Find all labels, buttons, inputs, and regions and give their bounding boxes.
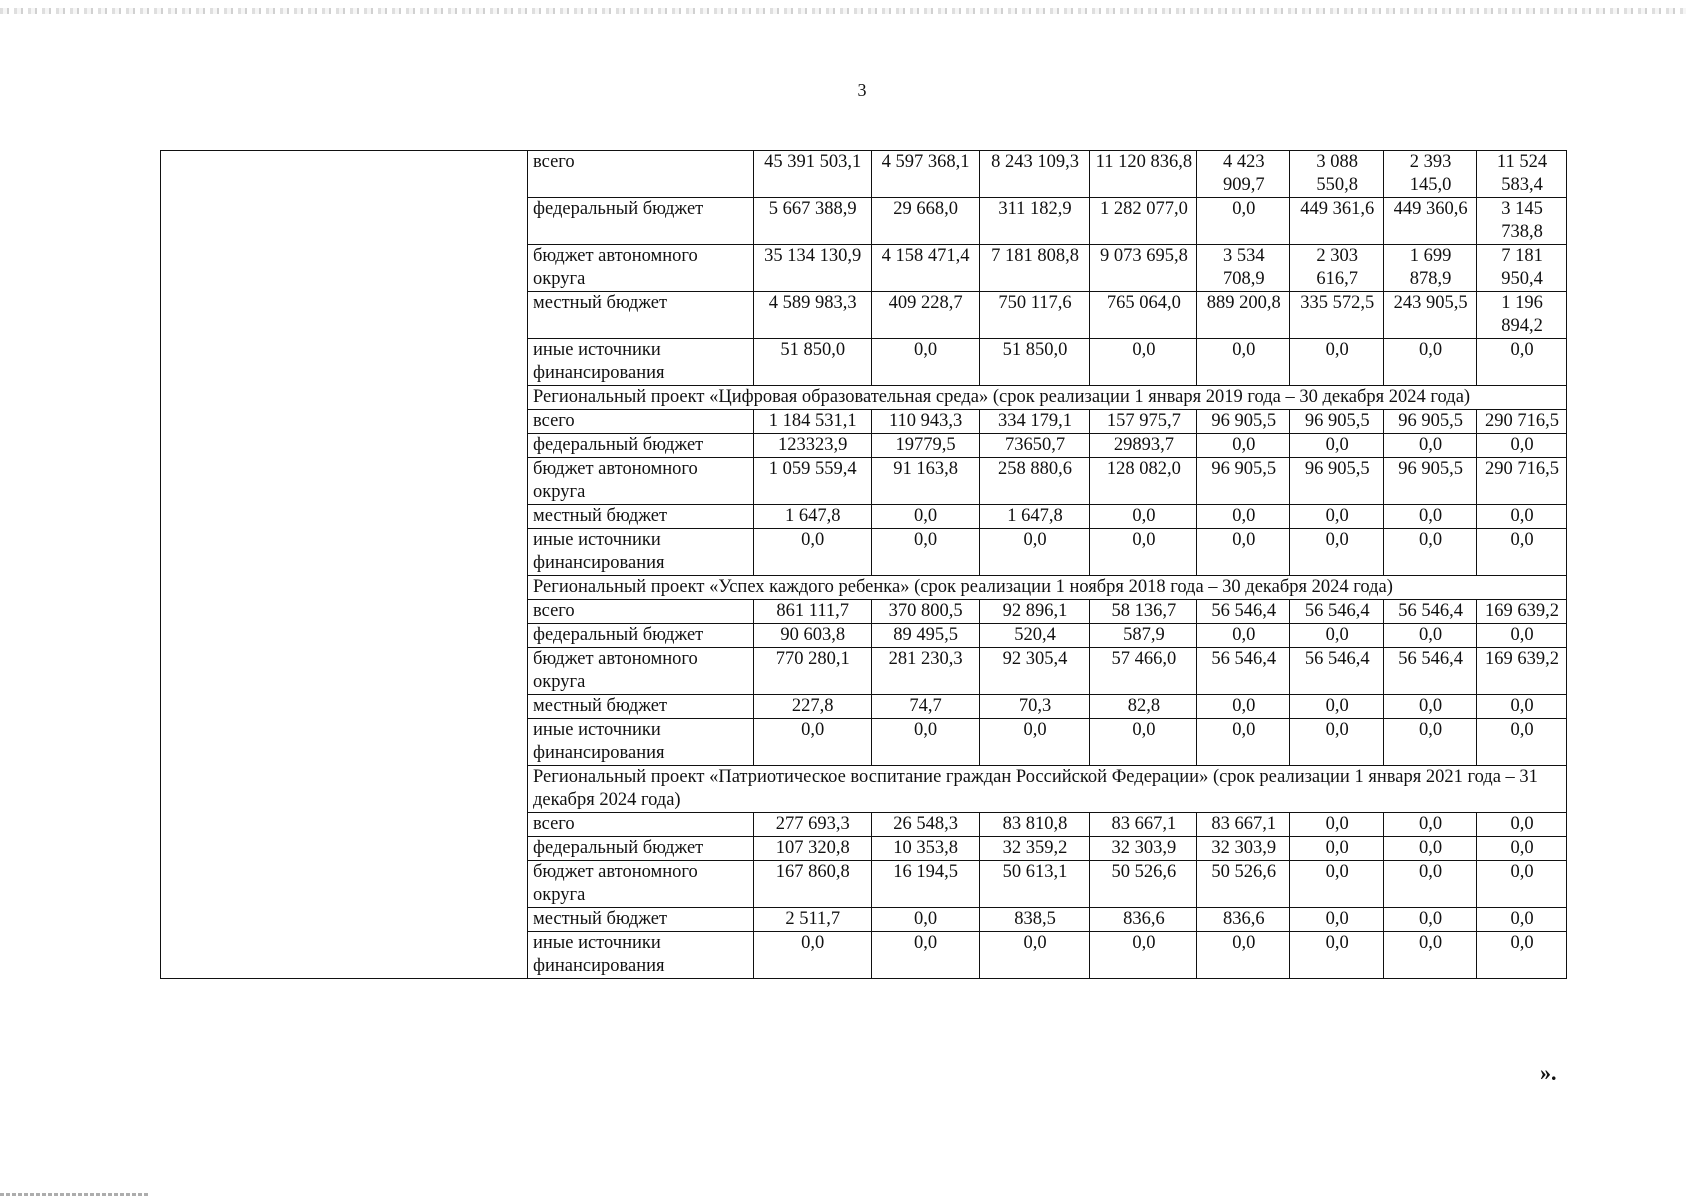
table-cell: 0,0 [871,505,979,529]
table-cell: 96 905,5 [1384,458,1477,505]
table-cell: 0,0 [1477,908,1567,932]
table-cell: 0,0 [753,719,871,766]
table-cell: 0,0 [1477,837,1567,861]
table-cell: 58 136,7 [1090,600,1197,624]
table-cell: 167 860,8 [753,861,871,908]
table-cell: 0,0 [1384,837,1477,861]
table-cell: 26 548,3 [871,813,979,837]
table-cell: 83 667,1 [1197,813,1290,837]
row-label: иные источники финансирования [528,339,754,386]
table-cell: 7 181 950,4 [1477,245,1567,292]
row-label: всего [528,151,754,198]
table-cell: 0,0 [1477,932,1567,979]
table-row [528,434,1567,458]
table-cell: 277 693,3 [753,813,871,837]
row-label: иные источники финансирования [528,932,754,979]
table-cell: 409 228,7 [871,292,979,339]
section-title: Региональный проект «Цифровая образовательная среда» (срок реализации 1 января 2019 года – 30 декабря 2024 года) [528,386,1567,410]
table-row [528,458,1567,505]
page-number: 3 [857,80,867,100]
table-cell: 770 280,1 [753,648,871,695]
row-label: федеральный бюджет [528,434,754,458]
table-row [528,198,1567,245]
table-cell: 82,8 [1090,695,1197,719]
table-cell: 57 466,0 [1090,648,1197,695]
table-cell: 29 668,0 [871,198,979,245]
table-cell: 0,0 [1290,813,1384,837]
table-cell: 0,0 [871,529,979,576]
table-cell: 0,0 [871,908,979,932]
table-cell: 90 603,8 [753,624,871,648]
table-cell: 290 716,5 [1477,458,1567,505]
table-cell: 0,0 [1477,529,1567,576]
table-cell: 0,0 [1290,695,1384,719]
table-cell: 0,0 [1197,434,1290,458]
table-cell: 74,7 [871,695,979,719]
table-row [528,292,1567,339]
table-cell: 32 303,9 [1197,837,1290,861]
table-cell: 32 359,2 [979,837,1090,861]
row-label: бюджет автономного округа [528,648,754,695]
table-row [528,837,1567,861]
table-cell: 56 546,4 [1290,648,1384,695]
table-row [528,529,1567,576]
table-cell: 169 639,2 [1477,648,1567,695]
table-row [528,245,1567,292]
table-cell: 889 200,8 [1197,292,1290,339]
table-cell: 4 589 983,3 [753,292,871,339]
table-cell: 0,0 [1090,719,1197,766]
table-cell: 258 880,6 [979,458,1090,505]
closing-quote: ». [1540,1060,1557,1085]
table-cell: 335 572,5 [1290,292,1384,339]
table-cell: 0,0 [1290,861,1384,908]
table-cell: 0,0 [1290,529,1384,576]
table-cell: 0,0 [1384,861,1477,908]
row-label: всего [528,410,754,434]
table-cell: 0,0 [753,529,871,576]
table-cell: 89 495,5 [871,624,979,648]
row-label: всего [528,600,754,624]
table-cell: 1 647,8 [753,505,871,529]
table-cell: 128 082,0 [1090,458,1197,505]
table-cell: 587,9 [1090,624,1197,648]
table-cell: 0,0 [1197,932,1290,979]
table-cell: 4 423 909,7 [1197,151,1290,198]
table-cell: 3 088 550,8 [1290,151,1384,198]
table-cell: 19779,5 [871,434,979,458]
table-cell: 5 667 388,9 [753,198,871,245]
table-cell: 0,0 [1290,624,1384,648]
row-label: бюджет автономного округа [528,861,754,908]
table-row [528,339,1567,386]
table-row [528,600,1567,624]
table-cell: 370 800,5 [871,600,979,624]
table-cell: 1 059 559,4 [753,458,871,505]
merged-left-cell [160,150,528,979]
table-cell: 0,0 [1197,624,1290,648]
row-label: местный бюджет [528,695,754,719]
table-cell: 0,0 [871,719,979,766]
table-cell: 0,0 [979,529,1090,576]
row-label: местный бюджет [528,505,754,529]
table-cell: 1 647,8 [979,505,1090,529]
row-label: всего [528,813,754,837]
row-label: иные источники финансирования [528,529,754,576]
table-cell: 169 639,2 [1477,600,1567,624]
table-cell: 0,0 [1197,505,1290,529]
table-cell: 0,0 [1090,339,1197,386]
table-cell: 1 184 531,1 [753,410,871,434]
table-cell: 765 064,0 [1090,292,1197,339]
table-cell: 0,0 [1290,719,1384,766]
table-cell: 92 896,1 [979,600,1090,624]
table-cell: 9 073 695,8 [1090,245,1197,292]
scan-edge-noise [0,8,1686,14]
table-cell: 0,0 [1197,529,1290,576]
table-cell: 449 361,6 [1290,198,1384,245]
table-row [528,648,1567,695]
table-body [528,151,1567,979]
table-cell: 83 810,8 [979,813,1090,837]
table-cell: 836,6 [1197,908,1290,932]
table-cell: 2 303 616,7 [1290,245,1384,292]
table-cell: 0,0 [1384,529,1477,576]
table-cell: 3 534 708,9 [1197,245,1290,292]
table-row [528,932,1567,979]
table-cell: 0,0 [1477,861,1567,908]
table-cell: 32 303,9 [1090,837,1197,861]
table-cell: 836,6 [1090,908,1197,932]
table-cell: 0,0 [1477,339,1567,386]
table-cell: 334 179,1 [979,410,1090,434]
table-cell: 290 716,5 [1477,410,1567,434]
table-cell: 0,0 [1384,505,1477,529]
row-label: федеральный бюджет [528,198,754,245]
table-cell: 0,0 [1477,624,1567,648]
table-cell: 3 145 738,8 [1477,198,1567,245]
table-cell: 70,3 [979,695,1090,719]
row-label: бюджет автономного округа [528,245,754,292]
row-label: местный бюджет [528,908,754,932]
table-cell: 0,0 [1197,719,1290,766]
table-cell: 0,0 [1477,434,1567,458]
table-cell: 8 243 109,3 [979,151,1090,198]
table-cell: 0,0 [1384,624,1477,648]
financing-table [527,150,1567,979]
table-cell: 96 905,5 [1197,410,1290,434]
table-cell: 281 230,3 [871,648,979,695]
table-cell: 107 320,8 [753,837,871,861]
table-cell: 0,0 [1090,932,1197,979]
table-cell: 0,0 [979,932,1090,979]
table-row [528,505,1567,529]
table-cell: 11 120 836,8 [1090,151,1197,198]
table-cell: 110 943,3 [871,410,979,434]
table-cell: 91 163,8 [871,458,979,505]
table-cell: 0,0 [1477,505,1567,529]
table-cell: 73650,7 [979,434,1090,458]
table-cell: 10 353,8 [871,837,979,861]
row-label: бюджет автономного округа [528,458,754,505]
table-cell: 45 391 503,1 [753,151,871,198]
table-cell: 56 546,4 [1384,648,1477,695]
table-cell: 1 699 878,9 [1384,245,1477,292]
table-cell: 0,0 [1197,339,1290,386]
table-cell: 1 196 894,2 [1477,292,1567,339]
table-cell: 0,0 [1477,813,1567,837]
table-cell: 123323,9 [753,434,871,458]
table-row [528,861,1567,908]
table-row [528,410,1567,434]
table-cell: 0,0 [1197,198,1290,245]
row-label: иные источники финансирования [528,719,754,766]
table-cell: 0,0 [1090,529,1197,576]
table-cell: 56 546,4 [1384,600,1477,624]
table-cell: 0,0 [1384,932,1477,979]
section-title: Региональный проект «Успех каждого ребенка» (срок реализации 1 ноября 2018 года – 30 декабря 2024 года) [528,576,1567,600]
table-cell: 0,0 [871,932,979,979]
table-cell: 96 905,5 [1290,410,1384,434]
table-cell: 50 526,6 [1197,861,1290,908]
table-cell: 0,0 [1290,932,1384,979]
table-cell: 0,0 [1290,908,1384,932]
table-cell: 0,0 [1290,339,1384,386]
table-cell: 4 597 368,1 [871,151,979,198]
row-label: федеральный бюджет [528,624,754,648]
table-cell: 51 850,0 [753,339,871,386]
table-cell: 0,0 [1090,505,1197,529]
table-cell: 56 546,4 [1290,600,1384,624]
table-cell: 0,0 [1384,339,1477,386]
table-cell: 11 524 583,4 [1477,151,1567,198]
table-cell: 4 158 471,4 [871,245,979,292]
table-cell: 0,0 [979,719,1090,766]
table-cell: 56 546,4 [1197,600,1290,624]
table-cell: 157 975,7 [1090,410,1197,434]
section-header-row [528,386,1567,410]
table-cell: 227,8 [753,695,871,719]
table-cell: 750 117,6 [979,292,1090,339]
table-cell: 449 360,6 [1384,198,1477,245]
scan-edge-noise-bottom [0,1193,150,1196]
table-cell: 0,0 [1477,719,1567,766]
table-row [528,624,1567,648]
table-cell: 35 134 130,9 [753,245,871,292]
table-cell: 0,0 [1290,434,1384,458]
table-cell: 243 905,5 [1384,292,1477,339]
table-cell: 16 194,5 [871,861,979,908]
table-row [528,813,1567,837]
table-row [528,695,1567,719]
table-cell: 0,0 [1197,695,1290,719]
table-row [528,719,1567,766]
section-header-row [528,766,1567,813]
table-cell: 0,0 [753,932,871,979]
table-cell: 0,0 [1384,813,1477,837]
table-cell: 96 905,5 [1384,410,1477,434]
table-cell: 0,0 [871,339,979,386]
table-cell: 0,0 [1290,837,1384,861]
row-label: местный бюджет [528,292,754,339]
table-cell: 96 905,5 [1197,458,1290,505]
table-cell: 92 305,4 [979,648,1090,695]
table-cell: 0,0 [1384,908,1477,932]
table-cell: 520,4 [979,624,1090,648]
table-cell: 51 850,0 [979,339,1090,386]
table-row [528,151,1567,198]
table-cell: 83 667,1 [1090,813,1197,837]
table-cell: 2 393 145,0 [1384,151,1477,198]
section-title: Региональный проект «Патриотическое воспитание граждан Российской Федерации» (срок реализации 1 января 2021 года – 31 декабря 2024 года) [528,766,1567,813]
table-cell: 0,0 [1384,719,1477,766]
table-cell: 7 181 808,8 [979,245,1090,292]
table-cell: 0,0 [1384,695,1477,719]
table-cell: 56 546,4 [1197,648,1290,695]
section-header-row [528,576,1567,600]
table-cell: 0,0 [1384,434,1477,458]
table-cell: 50 613,1 [979,861,1090,908]
table-cell: 0,0 [1290,505,1384,529]
table-cell: 0,0 [1477,695,1567,719]
table-cell: 838,5 [979,908,1090,932]
table-cell: 1 282 077,0 [1090,198,1197,245]
table-row [528,908,1567,932]
table-cell: 96 905,5 [1290,458,1384,505]
table-cell: 311 182,9 [979,198,1090,245]
row-label: федеральный бюджет [528,837,754,861]
table-cell: 2 511,7 [753,908,871,932]
table-cell: 861 111,7 [753,600,871,624]
table-cell: 29893,7 [1090,434,1197,458]
table-cell: 50 526,6 [1090,861,1197,908]
